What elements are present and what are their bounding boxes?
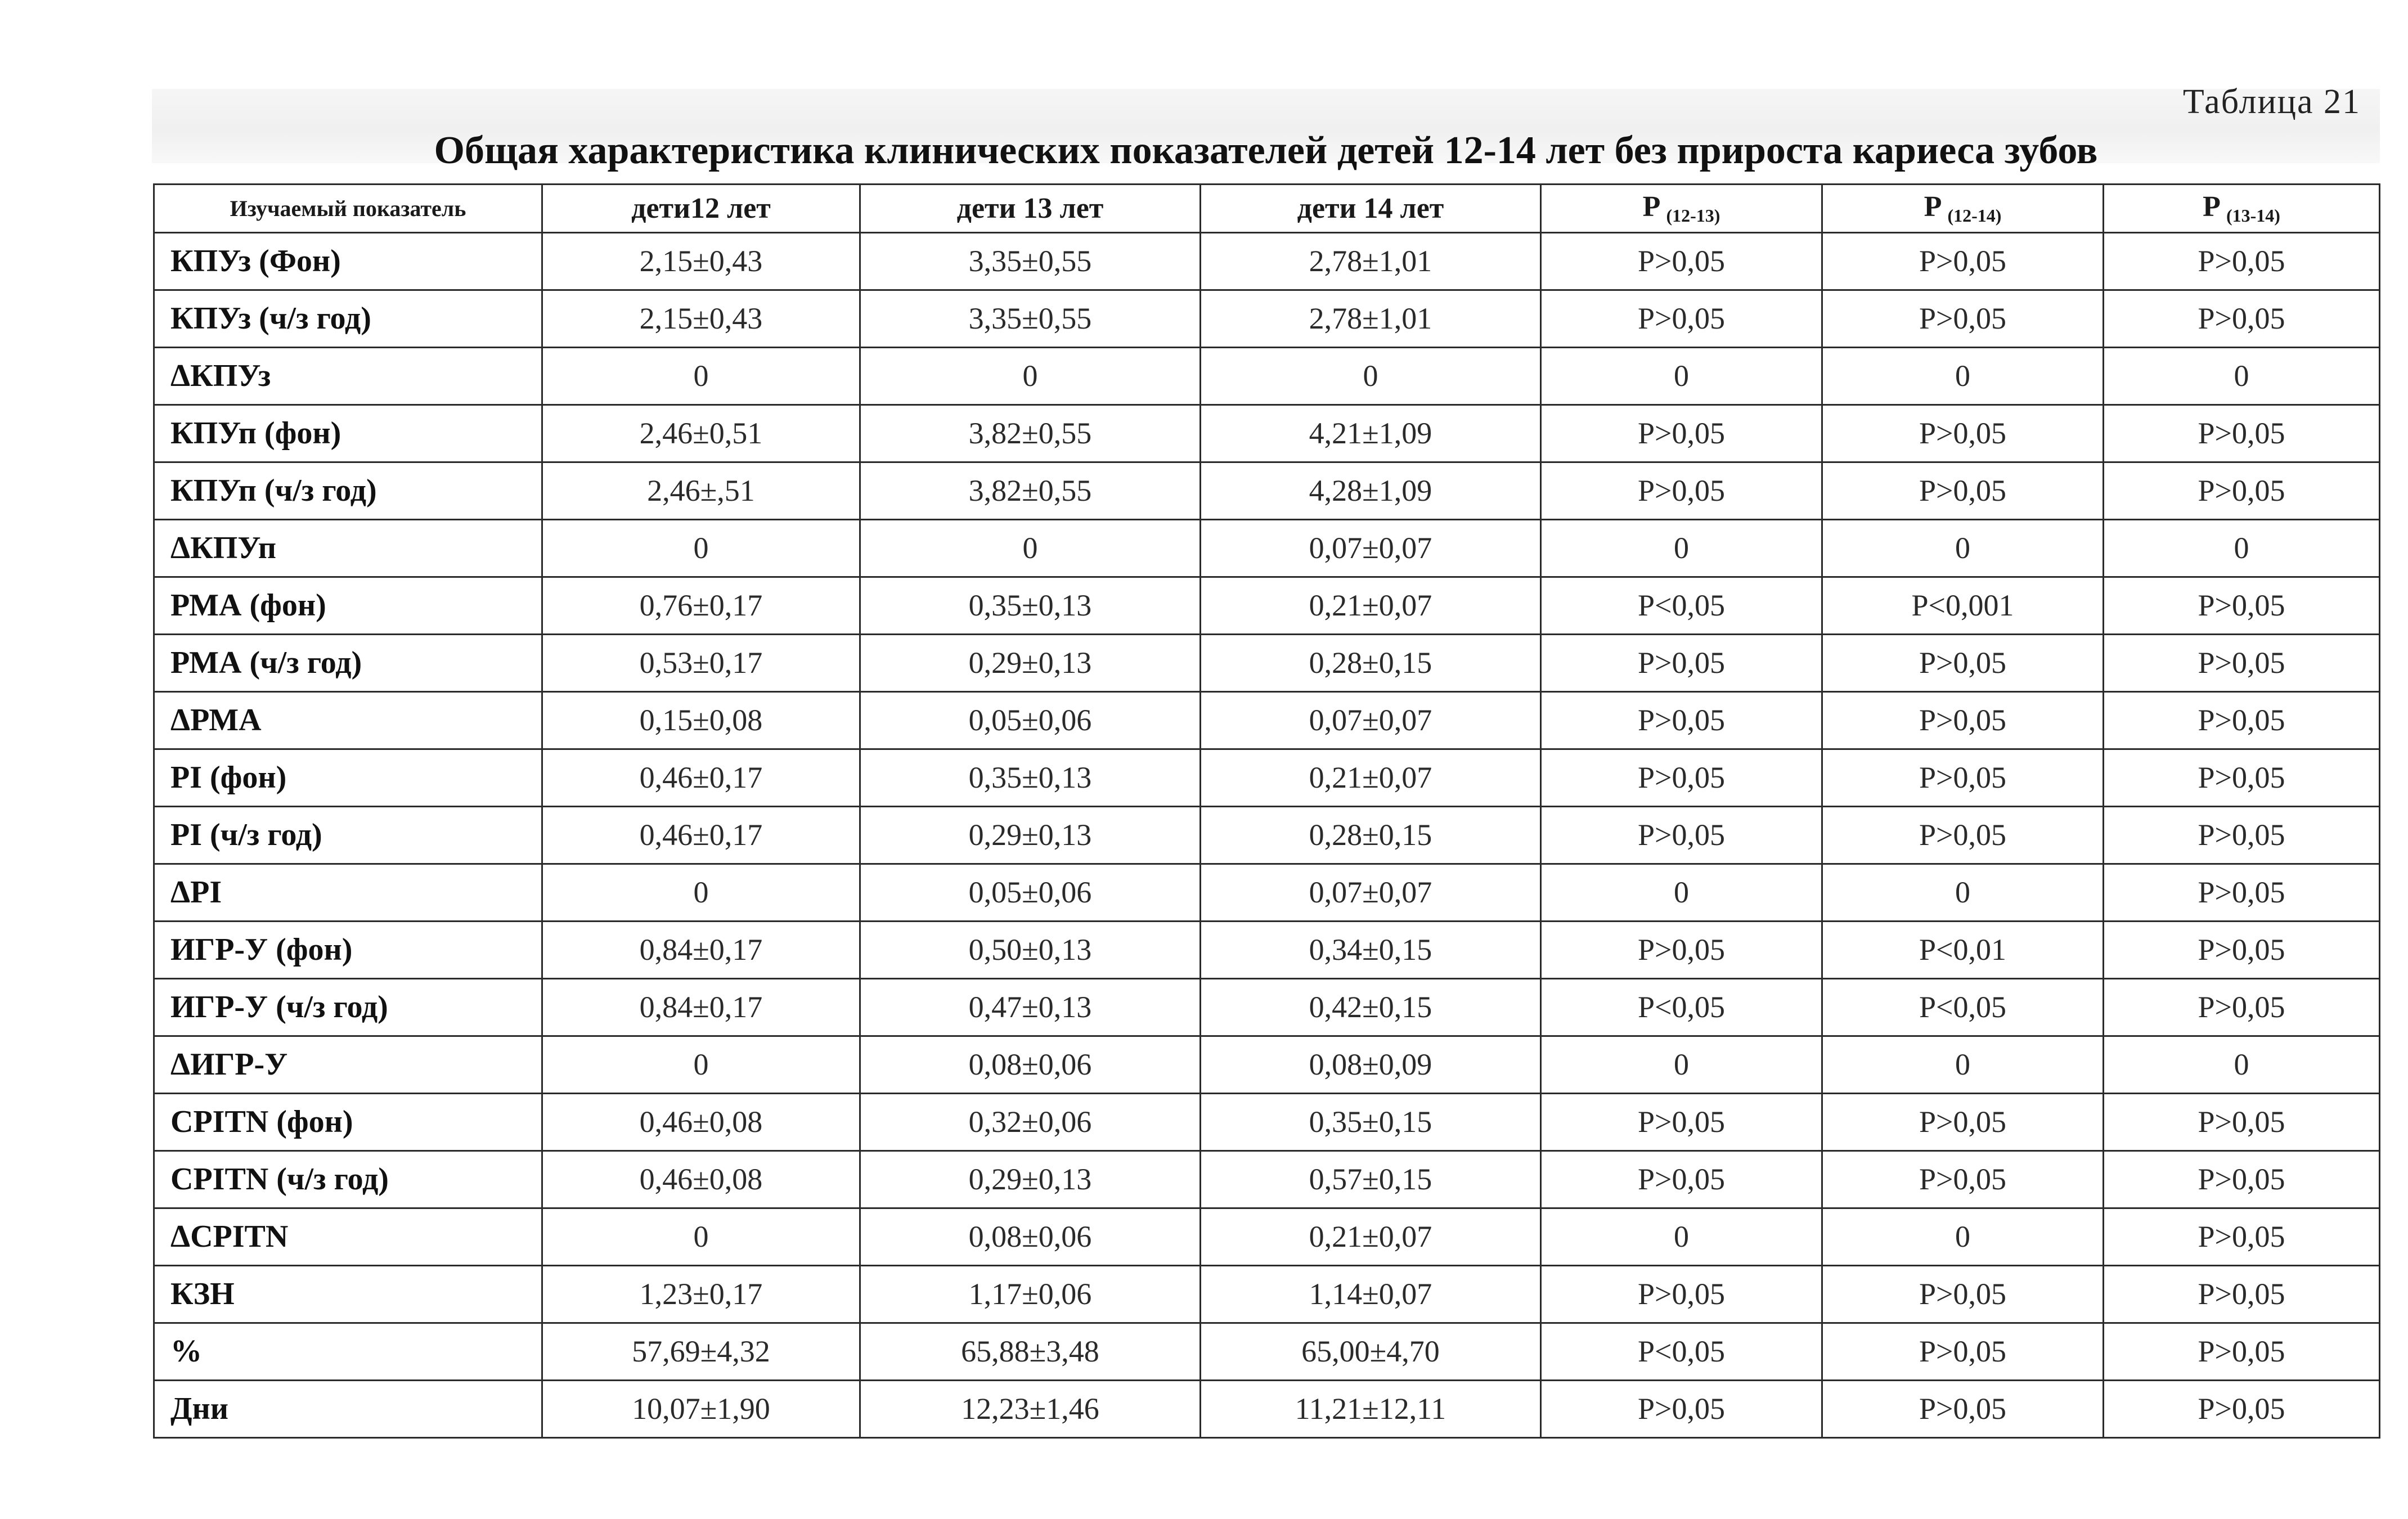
table-cell: P>0,05: [1541, 807, 1822, 864]
row-label: ΔКПУп: [154, 520, 542, 577]
row-label: Дни: [154, 1381, 542, 1438]
table-cell: 0,21±0,07: [1201, 1208, 1541, 1266]
table-cell: 3,35±0,55: [860, 233, 1201, 290]
table-cell: 11,21±12,11: [1201, 1381, 1541, 1438]
row-label: CPITN (фон): [154, 1094, 542, 1151]
table-cell: 0: [542, 1208, 860, 1266]
table-cell: P>0,05: [1822, 233, 2104, 290]
row-label: ΔКПУз: [154, 348, 542, 405]
table-row: [154, 1208, 2380, 1266]
table-row: [154, 979, 2380, 1036]
table-cell: P<0,05: [1541, 1323, 1822, 1381]
table-cell: P>0,05: [1822, 635, 2104, 692]
table-cell: 3,82±0,55: [860, 405, 1201, 462]
table-cell: 0: [860, 348, 1201, 405]
table-cell: P>0,05: [2104, 1094, 2380, 1151]
table-cell: P>0,05: [2104, 577, 2380, 635]
table-cell: 0,84±0,17: [542, 922, 860, 979]
table-cell: P>0,05: [1822, 1094, 2104, 1151]
table-cell: P>0,05: [1541, 749, 1822, 807]
table-row: [154, 1094, 2380, 1151]
table-cell: 2,46±0,51: [542, 405, 860, 462]
table-cell: P>0,05: [1822, 462, 2104, 520]
row-label: PI (фон): [154, 749, 542, 807]
table-cell: 0,08±0,09: [1201, 1036, 1541, 1094]
row-label: РМА (фон): [154, 577, 542, 635]
table-cell: 4,28±1,09: [1201, 462, 1541, 520]
row-label: КЗН: [154, 1266, 542, 1323]
row-label: CPITN (ч/з год): [154, 1151, 542, 1208]
table-cell: 1,17±0,06: [860, 1266, 1201, 1323]
table-cell: 0,21±0,07: [1201, 577, 1541, 635]
table-cell: 0,07±0,07: [1201, 864, 1541, 922]
table-cell: P>0,05: [2104, 1381, 2380, 1438]
column-header-6: [2104, 185, 2380, 233]
table-row: [154, 290, 2380, 348]
table-cell: P>0,05: [1541, 1151, 1822, 1208]
table-cell: 0,47±0,13: [860, 979, 1201, 1036]
table-cell: 0: [1822, 348, 2104, 405]
table-cell: P<0,001: [1822, 577, 2104, 635]
table-cell: 0,29±0,13: [860, 635, 1201, 692]
table-row: [154, 1266, 2380, 1323]
table-cell: P>0,05: [2104, 405, 2380, 462]
table-row: [154, 635, 2380, 692]
table-cell: P>0,05: [1541, 233, 1822, 290]
table-cell: 0,07±0,07: [1201, 692, 1541, 749]
table-cell: 0: [1541, 348, 1822, 405]
column-header-label: P: [1924, 191, 1940, 223]
table-cell: P>0,05: [1541, 405, 1822, 462]
table-cell: P>0,05: [1541, 1266, 1822, 1323]
row-label: РМА (ч/з год): [154, 635, 542, 692]
table-cell: 0,28±0,15: [1201, 635, 1541, 692]
table-cell: 0,08±0,06: [860, 1036, 1201, 1094]
table-cell: 0: [1201, 348, 1541, 405]
table-cell: 12,23±1,46: [860, 1381, 1201, 1438]
table-cell: P<0,05: [1822, 979, 2104, 1036]
table-cell: 0: [860, 520, 1201, 577]
column-header-subscript: (12-13): [1666, 205, 1720, 226]
table-cell: 1,23±0,17: [542, 1266, 860, 1323]
table-cell: 0: [1822, 520, 2104, 577]
table-cell: 0,46±0,17: [542, 749, 860, 807]
table-cell: P>0,05: [1541, 1094, 1822, 1151]
table-cell: 65,00±4,70: [1201, 1323, 1541, 1381]
table-row: [154, 405, 2380, 462]
table-row: [154, 749, 2380, 807]
table-cell: P>0,05: [1822, 290, 2104, 348]
document-title: Общая характеристика клинических показателей детей 12-14 лет без прироста кариеса зубов: [434, 129, 2098, 172]
table-cell: P<0,01: [1822, 922, 2104, 979]
table-cell: 0,35±0,13: [860, 749, 1201, 807]
table-cell: 0,57±0,15: [1201, 1151, 1541, 1208]
column-header-subscript: (13-14): [2226, 205, 2280, 226]
column-header-subscript: (12-14): [1947, 205, 2002, 226]
table-cell: 0: [542, 864, 860, 922]
table-cell: P>0,05: [2104, 922, 2380, 979]
table-cell: 10,07±1,90: [542, 1381, 860, 1438]
table-cell: 0,35±0,15: [1201, 1094, 1541, 1151]
column-header-1: [542, 185, 860, 233]
table-cell: P>0,05: [1541, 1381, 1822, 1438]
table-row: [154, 807, 2380, 864]
table-cell: 0: [1822, 1208, 2104, 1266]
table-cell: 2,78±1,01: [1201, 233, 1541, 290]
table-row: [154, 692, 2380, 749]
table-cell: 0: [2104, 1036, 2380, 1094]
column-header-label: Изучаемый показатель: [230, 195, 466, 221]
table-cell: P>0,05: [1822, 1151, 2104, 1208]
column-header-3: [1201, 185, 1541, 233]
row-label: КПУз (Фон): [154, 233, 542, 290]
table-cell: 0,76±0,17: [542, 577, 860, 635]
table-cell: 0,29±0,13: [860, 1151, 1201, 1208]
table-row: [154, 1151, 2380, 1208]
table-cell: 2,78±1,01: [1201, 290, 1541, 348]
table-row: [154, 1381, 2380, 1438]
table-cell: 0,28±0,15: [1201, 807, 1541, 864]
table-cell: 0,29±0,13: [860, 807, 1201, 864]
table-cell: P>0,05: [1541, 922, 1822, 979]
table-row: [154, 1323, 2380, 1381]
table-cell: P>0,05: [2104, 1208, 2380, 1266]
table-cell: P>0,05: [1822, 405, 2104, 462]
row-label: ΔCPITN: [154, 1208, 542, 1266]
table-cell: P>0,05: [2104, 290, 2380, 348]
table-cell: 57,69±4,32: [542, 1323, 860, 1381]
column-header-0: [154, 185, 542, 233]
table-cell: P>0,05: [2104, 979, 2380, 1036]
table-cell: 65,88±3,48: [860, 1323, 1201, 1381]
table-cell: P>0,05: [2104, 807, 2380, 864]
table-cell: 0,15±0,08: [542, 692, 860, 749]
column-header-label: дети 14 лет: [1297, 192, 1444, 224]
row-label: КПУп (фон): [154, 405, 542, 462]
row-label: ИГР-У (ч/з год): [154, 979, 542, 1036]
table-cell: 0,08±0,06: [860, 1208, 1201, 1266]
table-cell: 2,46±,51: [542, 462, 860, 520]
table-cell: P>0,05: [1822, 1266, 2104, 1323]
table-row: [154, 577, 2380, 635]
table-cell: P<0,05: [1541, 979, 1822, 1036]
table-cell: 0,21±0,07: [1201, 749, 1541, 807]
table-cell: P>0,05: [1822, 749, 2104, 807]
table-cell: P>0,05: [1541, 462, 1822, 520]
table-cell: P>0,05: [2104, 1266, 2380, 1323]
table-row: [154, 922, 2380, 979]
row-label: КПУз (ч/з год): [154, 290, 542, 348]
table-cell: 0: [1541, 1036, 1822, 1094]
table-cell: 2,15±0,43: [542, 233, 860, 290]
table-header: [154, 185, 2380, 233]
table-cell: P>0,05: [2104, 1151, 2380, 1208]
column-header-4: [1541, 185, 1822, 233]
table-row: [154, 348, 2380, 405]
table-cell: 0: [1541, 520, 1822, 577]
table-cell: 0: [1541, 864, 1822, 922]
row-label: ΔИГР-У: [154, 1036, 542, 1094]
clinical-indicators-table: [153, 183, 2380, 1439]
table-cell: 0,32±0,06: [860, 1094, 1201, 1151]
table-number: Таблица 21: [2182, 83, 2361, 121]
table-body: [154, 233, 2380, 1438]
column-header-label: дети 13 лет: [956, 192, 1104, 224]
table-cell: 0,05±0,06: [860, 864, 1201, 922]
table-cell: 0: [542, 348, 860, 405]
table-cell: P>0,05: [2104, 462, 2380, 520]
table-cell: 0: [2104, 348, 2380, 405]
table-cell: P>0,05: [1541, 692, 1822, 749]
column-header-label: P: [1642, 191, 1659, 223]
table-cell: 4,21±1,09: [1201, 405, 1541, 462]
table-cell: 0,84±0,17: [542, 979, 860, 1036]
table-cell: 0,34±0,15: [1201, 922, 1541, 979]
table-row: [154, 520, 2380, 577]
table-row: [154, 233, 2380, 290]
table-cell: P>0,05: [1822, 692, 2104, 749]
table-cell: 0,07±0,07: [1201, 520, 1541, 577]
row-label: ΔРМА: [154, 692, 542, 749]
table-row: [154, 864, 2380, 922]
table-cell: 1,14±0,07: [1201, 1266, 1541, 1323]
table-cell: P>0,05: [1541, 290, 1822, 348]
table-cell: 0: [1541, 1208, 1822, 1266]
column-header-label: дети12 лет: [631, 192, 771, 224]
table-cell: P>0,05: [2104, 692, 2380, 749]
table-cell: 0,35±0,13: [860, 577, 1201, 635]
table-cell: 0: [1822, 1036, 2104, 1094]
table-cell: 0,42±0,15: [1201, 979, 1541, 1036]
table-cell: 0,46±0,08: [542, 1094, 860, 1151]
column-header-label: P: [2203, 191, 2219, 223]
table-cell: 0: [542, 1036, 860, 1094]
row-label: ΔPI: [154, 864, 542, 922]
table-cell: 0,46±0,17: [542, 807, 860, 864]
table-cell: P>0,05: [2104, 749, 2380, 807]
table-cell: P>0,05: [1822, 1381, 2104, 1438]
table-cell: 0: [1822, 864, 2104, 922]
table-cell: 0: [542, 520, 860, 577]
row-label: КПУп (ч/з год): [154, 462, 542, 520]
table-cell: P<0,05: [1541, 577, 1822, 635]
row-label: ИГР-У (фон): [154, 922, 542, 979]
table-cell: P>0,05: [1822, 1323, 2104, 1381]
table-cell: P>0,05: [2104, 1323, 2380, 1381]
table-cell: P>0,05: [2104, 864, 2380, 922]
table-cell: P>0,05: [2104, 635, 2380, 692]
table-cell: 3,82±0,55: [860, 462, 1201, 520]
header-row: [154, 185, 2380, 233]
table-row: [154, 1036, 2380, 1094]
column-header-5: [1822, 185, 2104, 233]
row-label: %: [154, 1323, 542, 1381]
row-label: PI (ч/з год): [154, 807, 542, 864]
table-cell: 0,53±0,17: [542, 635, 860, 692]
table-cell: 2,15±0,43: [542, 290, 860, 348]
table-cell: P>0,05: [2104, 233, 2380, 290]
table-cell: P>0,05: [1541, 635, 1822, 692]
table-row: [154, 462, 2380, 520]
table-cell: P>0,05: [1822, 807, 2104, 864]
table-cell: 0,50±0,13: [860, 922, 1201, 979]
table-cell: 0: [2104, 520, 2380, 577]
table-cell: 0,05±0,06: [860, 692, 1201, 749]
table-cell: 0,46±0,08: [542, 1151, 860, 1208]
column-header-2: [860, 185, 1201, 233]
table-cell: 3,35±0,55: [860, 290, 1201, 348]
